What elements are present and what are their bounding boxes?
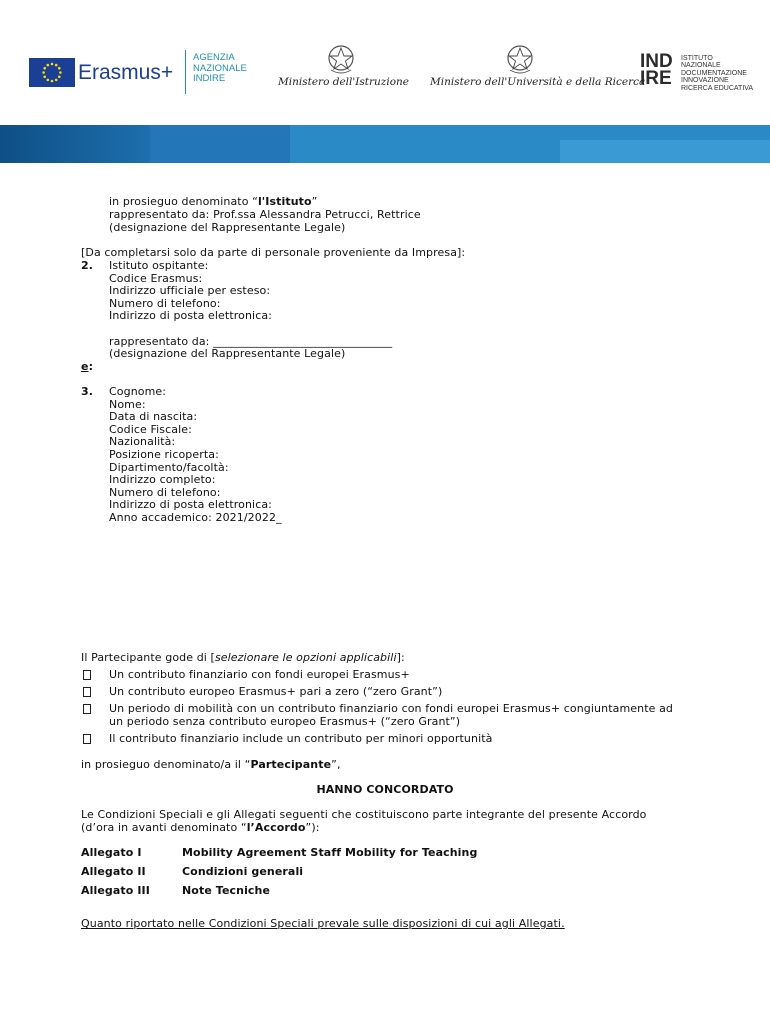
header-banner-mid-segment: [150, 125, 290, 163]
participant-field: Indirizzo completo:: [109, 473, 216, 487]
participant-field: Cognome:: [109, 385, 167, 398]
indire-line-1: ISTITUTO: [681, 55, 713, 62]
indire-line-4: INNOVAZIONE: [681, 77, 729, 85]
erasmus-logo-text: Erasmus+: [78, 61, 174, 84]
option-checkbox[interactable]: [83, 734, 91, 744]
para-prefix: (d’ora in avanti denominato “: [81, 821, 247, 834]
participant-denomination: [81, 759, 341, 772]
indire-logo-caption: [681, 55, 753, 92]
options-intro: [81, 652, 405, 665]
indire-logo: [640, 53, 673, 87]
annex-title: Condizioni generali: [182, 865, 304, 878]
participant-field: Posizione ricoperta:: [109, 447, 219, 461]
indire-line-5: RICERCA EDUCATIVA: [681, 84, 754, 92]
option-label: Un contributo europeo Erasmus+ pari a zero (“zero Grant”): [109, 685, 443, 698]
indire-logo-bottom: IRE: [640, 68, 672, 89]
agency-line-3: INDIRE: [193, 73, 226, 84]
impresa-field: Indirizzo di posta elettronica:: [109, 309, 272, 323]
intro-line-1: [109, 196, 317, 209]
impresa-note: [Da completarsi solo da parte di personale proveniente da Impresa]:: [81, 246, 466, 259]
annex-title: Mobility Agreement Staff Mobility for Teaching: [182, 846, 478, 859]
participant-field: Codice Fiscale:: [109, 422, 192, 436]
section-number-2: 2.: [81, 259, 94, 272]
impresa-field: Istituto ospitante:: [109, 259, 209, 272]
option-label-continued: un periodo senza contributo europeo Erasmus+ (“zero Grant”): [109, 715, 461, 728]
italian-emblem-icon: [505, 42, 535, 76]
participant-field: Indirizzo di posta elettronica:: [109, 498, 272, 512]
participant-term: Partecipante: [250, 758, 332, 771]
participant-field: Numero di telefono:: [109, 485, 221, 499]
impresa-fields: [109, 260, 272, 323]
precedence-note: Quanto riportato nelle Condizioni Speciali prevale sulle disposizioni di cui agli Allegati.: [81, 917, 565, 930]
participant-field: Anno accademico: 2021/2022_: [109, 510, 282, 524]
intro-line-2: rappresentato da: Prof.ssa Alessandra Petrucci, Rettrice: [109, 208, 421, 221]
intro-suffix: ”: [311, 195, 318, 208]
section-number-3: 3.: [81, 385, 94, 398]
annex-label: Allegato III: [81, 884, 150, 897]
ministry-university-logo: Ministero dell'Università e della Ricerca: [430, 76, 646, 88]
agreement-para-line-2: [81, 822, 320, 835]
and-suffix: :: [88, 360, 94, 373]
options-intro-suffix: ]:: [396, 651, 405, 664]
agency-logo-text: [193, 53, 247, 85]
agreement-para-line-1: Le Condizioni Speciali e gli Allegati seguenti che costituiscono parte integrante del presente Accordo: [81, 808, 647, 821]
eu-stars-icon: [29, 58, 75, 87]
participant-field: Nazionalità:: [109, 435, 176, 449]
intro-line-3: (designazione del Rappresentante Legale): [109, 221, 346, 234]
indire-logo-top: IND: [640, 51, 673, 72]
options-intro-prefix: Il Partecipante gode di [: [81, 651, 215, 664]
impresa-rep-desc: (designazione del Rappresentante Legale): [109, 347, 346, 360]
eu-flag: [29, 58, 75, 87]
option-checkbox[interactable]: [83, 687, 91, 697]
option-checkbox[interactable]: [83, 704, 91, 714]
annex-title: Note Tecniche: [182, 884, 271, 897]
indire-line-3: DOCUMENTAZIONE: [681, 69, 747, 77]
and-connector: [81, 361, 93, 374]
option-label: Un contributo finanziario con fondi europei Erasmus+: [109, 668, 410, 681]
intro-prefix: in prosieguo denominato “: [109, 195, 258, 208]
agency-line-1: AGENZIA: [193, 52, 235, 63]
participant-field: Data di nascita:: [109, 410, 198, 424]
option-checkbox[interactable]: [83, 670, 91, 680]
header-banner-dark-segment: [0, 125, 150, 163]
participant-fields: [109, 386, 282, 525]
annex-label: Allegato I: [81, 846, 142, 859]
options-intro-italic: selezionare le opzioni applicabili: [214, 651, 397, 664]
accordo-term: l’Accordo: [246, 821, 306, 834]
impresa-rep-line: rappresentato da: ________________________________: [109, 335, 393, 348]
participant-field: Nome:: [109, 397, 146, 411]
logo-divider: [185, 50, 186, 94]
institute-term: l'Istituto: [257, 195, 312, 208]
option-label: Il contributo finanziario include un contributo per minori opportunità: [109, 732, 493, 745]
denomination-prefix: in prosieguo denominato/a il “: [81, 758, 251, 771]
impresa-field: Indirizzo ufficiale per esteso:: [109, 284, 271, 298]
impresa-field: Codice Erasmus:: [109, 271, 203, 285]
agreement-heading: HANNO CONCORDATO: [316, 783, 454, 796]
agency-line-2: NAZIONALE: [193, 62, 247, 74]
para-suffix: ”):: [305, 821, 320, 834]
impresa-field: Numero di telefono:: [109, 296, 221, 310]
banner-highlight: [560, 140, 770, 163]
annex-label: Allegato II: [81, 865, 146, 878]
option-label: Un periodo di mobilità con un contributo finanziario con fondi europei Erasmus+ congiuntamente ad: [109, 702, 674, 715]
ministry-education-logo: Ministero dell'Istruzione: [278, 76, 409, 88]
italian-emblem-icon: [326, 42, 356, 76]
denomination-suffix: ”,: [331, 758, 341, 771]
participant-field: Dipartimento/facoltà:: [109, 460, 229, 474]
indire-line-2: NAZIONALE: [681, 62, 721, 70]
and-label: e: [81, 360, 89, 373]
